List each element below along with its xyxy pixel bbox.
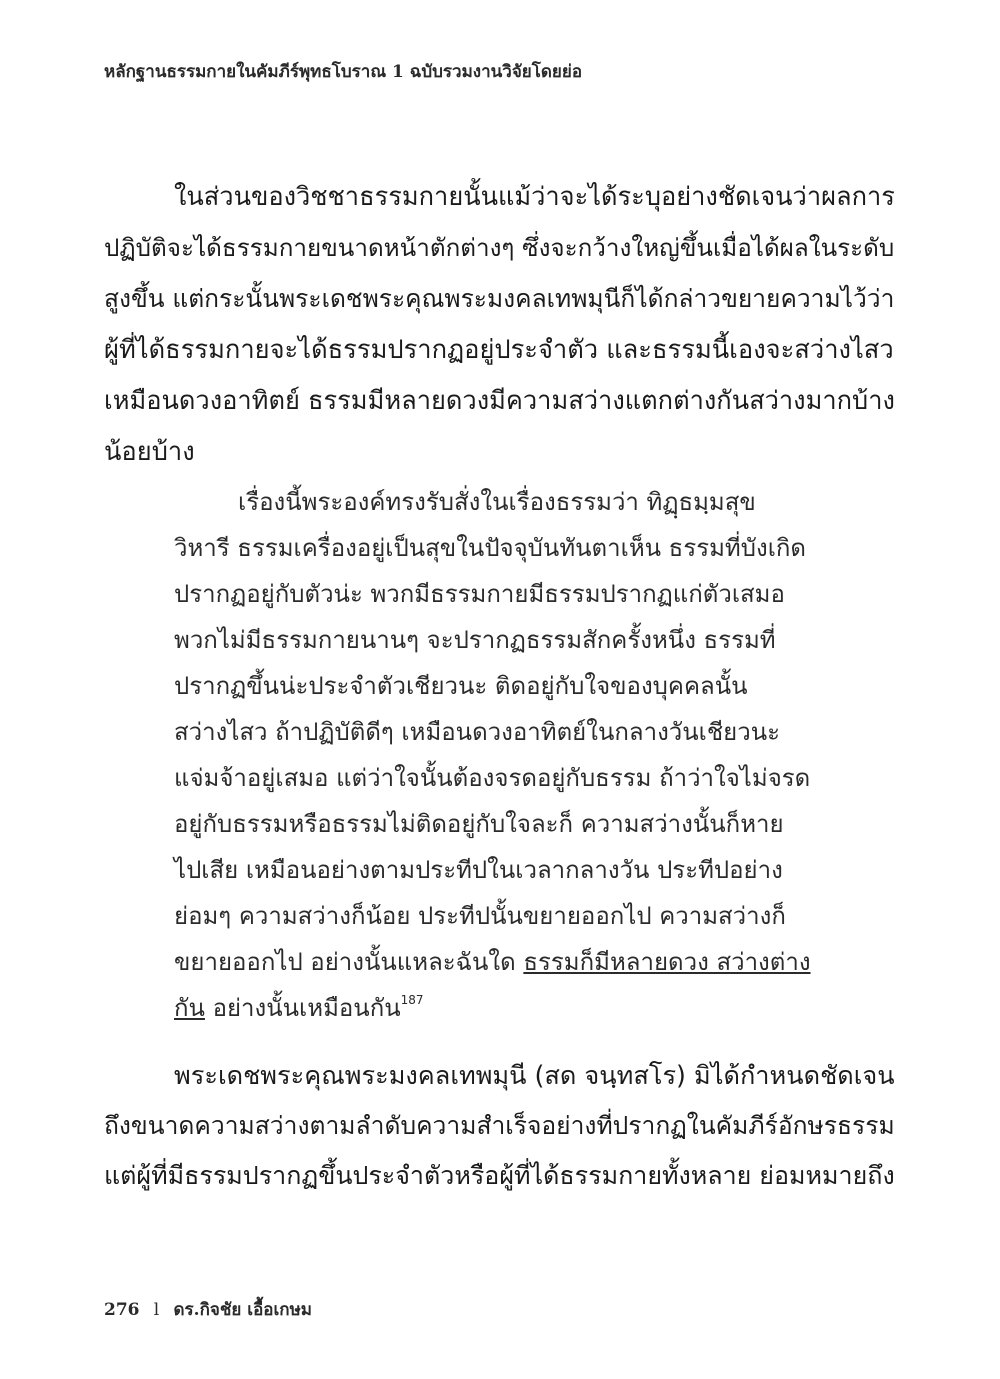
quote-line <box>174 988 424 1027</box>
footnote-reference[interactable]: 187 <box>400 993 424 1007</box>
quote-line: ปรากฏอยู่กับตัวน่ะ พวกมีธรรมกายมีธรรมปรากฏแก่ตัวเสมอ <box>174 580 785 608</box>
quote-line: วิหารี ธรรมเครื่องอยู่เป็นสุขในปัจจุบันทันตาเห็น ธรรมที่บังเกิด <box>174 534 807 562</box>
quote-line <box>174 942 811 981</box>
quote-text-segment: อย่างนั้นเหมือนกัน <box>204 994 401 1022</box>
underlined-emphasis: กัน <box>174 994 205 1022</box>
quote-line: ย่อมๆ ความสว่างก็น้อย ประทีปนั้นขยายออกไป ความสว่างก็ <box>174 902 786 930</box>
quote-line: ไปเสีย เหมือนอย่างตามประทีปในเวลากลางวัน ประทีปอย่าง <box>174 856 783 884</box>
running-header: หลักฐานธรรมกายในคัมภีร์พุทธโบราณ 1 ฉบับรวมงานวิจัยโดยย่อ <box>104 62 583 82</box>
paragraph-line: ถึงขนาดความสว่างตามลำดับความสำเร็จอย่างที่ปรากฏในคัมภีร์อักษรธรรม <box>104 1111 895 1140</box>
quote-text-segment: ขยายออกไป อย่างนั้นแหละฉันใด <box>174 948 524 976</box>
paragraph-line: เหมือนดวงอาทิตย์ ธรรมมีหลายดวงมีความสว่างแตกต่างกันสว่างมากบ้าง <box>104 385 895 415</box>
quote-line: เรื่องนี้พระองค์ทรงรับสั่งในเรื่องธรรมว่า ทิฏฺธมฺมสุข <box>238 488 756 516</box>
paragraph-line: แต่ผู้ที่มีธรรมปรากฏขึ้นประจำตัวหรือผู้ที่ได้ธรรมกายทั้งหลาย ย่อมหมายถึง <box>104 1161 895 1190</box>
paragraph-line: ผู้ที่ได้ธรรมกายจะได้ธรรมปรากฏอยู่ประจำตัว และธรรมนี้เองจะสว่างไสว <box>104 335 894 365</box>
paragraph-line: ในส่วนของวิชชาธรรมกายนั้นแม้ว่าจะได้ระบุอย่างชัดเจนว่าผลการ <box>174 181 895 211</box>
paragraph-line: ปฏิบัติจะได้ธรรมกายขนาดหน้าตักต่างๆ ซึ่งจะกว้างใหญ่ขึ้นเมื่อได้ผลในระดับ <box>104 233 895 262</box>
footer-separator: l <box>153 1300 160 1320</box>
paragraph-line: พระเดชพระคุณพระมงคลเทพมุนี (สด จนฺทสโร) มิได้กำหนดชัดเจน <box>174 1060 895 1090</box>
underlined-emphasis: ธรรมก็มีหลายดวง สว่างต่าง <box>523 948 811 976</box>
paragraph-line: น้อยบ้าง <box>104 437 195 467</box>
quote-line: พวกไม่มีธรรมกายนานๆ จะปรากฏธรรมสักครั้งหนึ่ง ธรรมที่ <box>174 626 776 654</box>
author-name: ดร.กิจชัย เอื้อเกษม <box>173 1300 313 1320</box>
quote-line: ปรากฏขึ้นน่ะประจำตัวเชียวนะ ติดอยู่กับใจของบุคคลนั้น <box>174 672 748 700</box>
quote-line: สว่างไสว ถ้าปฏิบัติดีๆ เหมือนดวงอาทิตย์ในกลางวันเชียวนะ <box>174 718 780 746</box>
paragraph-line: สูงขึ้น แต่กระนั้นพระเดชพระคุณพระมงคลเทพมุนีก็ได้กล่าวขยายความไว้ว่า <box>104 284 895 313</box>
page-footer <box>104 1296 312 1323</box>
quote-line: แจ่มจ้าอยู่เสมอ แต่ว่าใจนั้นต้องจรดอยู่กับธรรม ถ้าว่าใจไม่จรด <box>174 764 811 792</box>
quote-line: อยู่กับธรรมหรือธรรมไม่ติดอยู่กับใจละก็ ความสว่างนั้นก็หาย <box>174 810 784 838</box>
page-number: 276 <box>104 1300 140 1320</box>
